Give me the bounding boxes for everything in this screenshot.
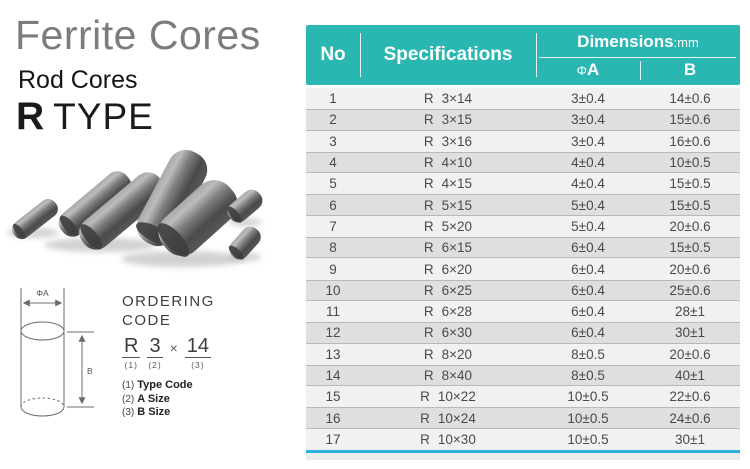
spec-size: 10×22 (437, 389, 476, 405)
table-row (306, 344, 740, 365)
spec-type-code: R (423, 91, 434, 107)
row-specification (360, 176, 536, 191)
spec-type-code: R (423, 218, 434, 234)
row-specification (360, 347, 536, 362)
code-type: R (124, 335, 139, 357)
row-number: 15 (325, 389, 341, 405)
row-phi-a-value: 10±0.5 (567, 431, 609, 447)
row-specification (360, 198, 536, 213)
header-dimensions: Dimensions:mm (577, 32, 699, 51)
header-divider (640, 61, 641, 80)
row-specification (360, 411, 536, 426)
spec-size: 3×14 (441, 91, 473, 107)
row-specification (360, 368, 536, 383)
diagram-label-a: ΦA (36, 288, 49, 298)
legend-line: (2) A Size (122, 392, 170, 405)
row-specification (360, 219, 536, 234)
row-b-value: 30±1 (675, 431, 705, 447)
table-header (306, 25, 740, 85)
ordering-code-example (122, 336, 252, 370)
spec-size: 3×15 (441, 112, 473, 128)
row-number: 14 (325, 368, 341, 383)
row-specification (360, 432, 536, 447)
table-row (306, 194, 740, 215)
row-number: 12 (325, 325, 341, 341)
row-b-value: 25±0.6 (669, 282, 711, 298)
legend-line: (3) B Size (122, 406, 171, 418)
spec-type-code: R (423, 176, 434, 192)
spec-type-code: R (423, 112, 434, 128)
table-row (306, 407, 740, 428)
spec-size: 5×20 (441, 218, 473, 234)
spec-type-code: R (423, 368, 434, 383)
row-phi-a-value: 3±0.4 (571, 91, 605, 107)
row-number: 7 (329, 218, 337, 234)
row-number: 1 (329, 91, 337, 107)
row-number: 9 (329, 261, 337, 277)
row-b-value: 40±1 (675, 368, 705, 383)
row-phi-a-value: 5±0.4 (571, 218, 605, 234)
spec-size: 6×30 (441, 325, 473, 341)
row-specification (360, 240, 536, 255)
header-divider (360, 33, 361, 77)
row-b-value: 15±0.5 (669, 176, 711, 192)
row-phi-a-value: 5±0.4 (571, 197, 605, 213)
row-specification (360, 112, 536, 127)
row-specification (360, 262, 536, 277)
header-b: B (683, 60, 697, 79)
row-b-value: 14±0.6 (669, 91, 711, 107)
row-b-value: 30±1 (675, 325, 705, 341)
row-number: 10 (325, 282, 341, 298)
spec-type-code: R (423, 155, 434, 171)
row-phi-a-value: 10±0.5 (567, 389, 609, 405)
spec-type-code: R (420, 410, 430, 426)
spec-size: 10×30 (437, 431, 476, 447)
ordering-legend (122, 379, 252, 420)
spec-type-code: R (423, 304, 434, 320)
row-number: 16 (325, 410, 341, 426)
row-phi-a-value: 6±0.4 (571, 304, 605, 320)
ordering-code-block (122, 292, 252, 420)
row-b-value: 16±0.6 (669, 133, 711, 149)
spec-size: 8×40 (441, 368, 473, 383)
table-row (306, 131, 740, 152)
code-marker-2: (2) (148, 360, 162, 370)
panel-footer-strip (306, 453, 740, 460)
row-phi-a-value: 3±0.4 (571, 112, 605, 128)
type-word: TYPE (53, 96, 154, 137)
row-number: 4 (329, 155, 337, 171)
spec-type-code: R (423, 240, 434, 256)
table-row (306, 429, 740, 450)
code-marker-3: (3) (191, 360, 205, 370)
row-specification (360, 304, 536, 319)
spec-size: 8×20 (441, 346, 473, 362)
table-row (306, 152, 740, 173)
ordering-heading-line1: ORDERING (122, 293, 215, 310)
spec-size: 6×25 (441, 282, 473, 298)
row-number: 6 (329, 197, 337, 213)
table-row (306, 173, 740, 194)
page-title: Ferrite Cores (15, 12, 261, 58)
table-row (306, 365, 740, 386)
row-specification (360, 389, 536, 404)
row-number: 3 (329, 133, 337, 149)
table-row (306, 386, 740, 407)
row-number: 13 (325, 346, 341, 362)
table-row (306, 237, 740, 258)
row-phi-a-value: 6±0.4 (571, 240, 605, 256)
code-b-size: 14 (186, 335, 210, 357)
legend-line: (1) Type Code (122, 379, 193, 391)
diagram-label-b: B (87, 366, 93, 376)
spec-size: 6×15 (441, 240, 473, 256)
row-b-value: 20±0.6 (669, 261, 711, 277)
spec-size: 6×20 (441, 261, 473, 277)
row-b-value: 22±0.6 (669, 389, 711, 405)
spec-type-code: R (423, 133, 434, 149)
row-b-value: 15±0.6 (669, 112, 711, 128)
row-b-value: 10±0.5 (669, 155, 711, 171)
row-number: 2 (329, 112, 337, 128)
rod-shadows (7, 218, 262, 267)
product-photo (5, 140, 295, 290)
row-specification (360, 155, 536, 170)
table-row (306, 109, 740, 130)
row-b-value: 20±0.6 (669, 346, 711, 362)
spec-table (306, 25, 740, 460)
table-row (306, 301, 740, 322)
row-specification (360, 134, 536, 149)
spec-type-code: R (420, 389, 430, 405)
spec-size: 6×28 (441, 304, 473, 320)
row-specification (360, 283, 536, 298)
row-number: 11 (325, 304, 340, 320)
product-subtitle: Rod Cores (18, 66, 138, 94)
type-letter: R (16, 95, 45, 138)
row-b-value: 20±0.6 (669, 218, 711, 234)
code-marker-1: (1) (124, 360, 138, 370)
code-a-size: 3 (149, 335, 161, 357)
row-phi-a-value: 8±0.5 (571, 368, 605, 383)
spec-type-code: R (423, 197, 434, 213)
row-phi-a-value: 6±0.4 (571, 261, 605, 277)
row-phi-a-value: 6±0.4 (571, 282, 605, 298)
row-b-value: 15±0.5 (669, 240, 711, 256)
spec-size: 4×15 (441, 176, 473, 192)
row-phi-a-value: 4±0.4 (571, 155, 605, 171)
row-phi-a-value: 3±0.4 (571, 133, 605, 149)
row-phi-a-value: 4±0.4 (571, 176, 605, 192)
row-phi-a-value: 6±0.4 (571, 325, 605, 341)
spec-type-code: R (423, 261, 434, 277)
row-specification (360, 325, 536, 340)
header-specifications: Specifications (383, 44, 513, 65)
spec-type-code: R (423, 325, 434, 341)
spec-size: 3×16 (441, 133, 473, 149)
row-b-value: 24±0.6 (669, 410, 711, 426)
spec-size: 4×10 (441, 155, 473, 171)
row-specification (360, 91, 536, 106)
type-heading (16, 95, 154, 139)
table-row (306, 88, 740, 109)
table-row (306, 280, 740, 301)
header-phi-a: ΦA (576, 60, 600, 79)
row-number: 5 (329, 176, 337, 192)
spec-size: 10×24 (437, 410, 476, 426)
ordering-heading-line2: CODE (122, 312, 172, 329)
header-no: No (320, 44, 346, 65)
row-phi-a-value: 8±0.5 (571, 346, 605, 362)
row-b-value: 15±0.5 (669, 197, 711, 213)
table-body (306, 88, 740, 450)
row-b-value: 28±1 (675, 304, 705, 320)
row-phi-a-value: 10±0.5 (567, 410, 609, 426)
row-number: 8 (329, 240, 337, 256)
row-number: 17 (325, 431, 341, 447)
spec-type-code: R (423, 282, 434, 298)
table-row (306, 258, 740, 279)
spec-type-code: R (420, 431, 430, 447)
dimension-diagram (5, 282, 115, 427)
spec-size: 5×15 (441, 197, 473, 213)
table-row (306, 322, 740, 343)
table-row (306, 216, 740, 237)
spec-type-code: R (423, 346, 434, 362)
code-times-sign: × (169, 340, 178, 356)
